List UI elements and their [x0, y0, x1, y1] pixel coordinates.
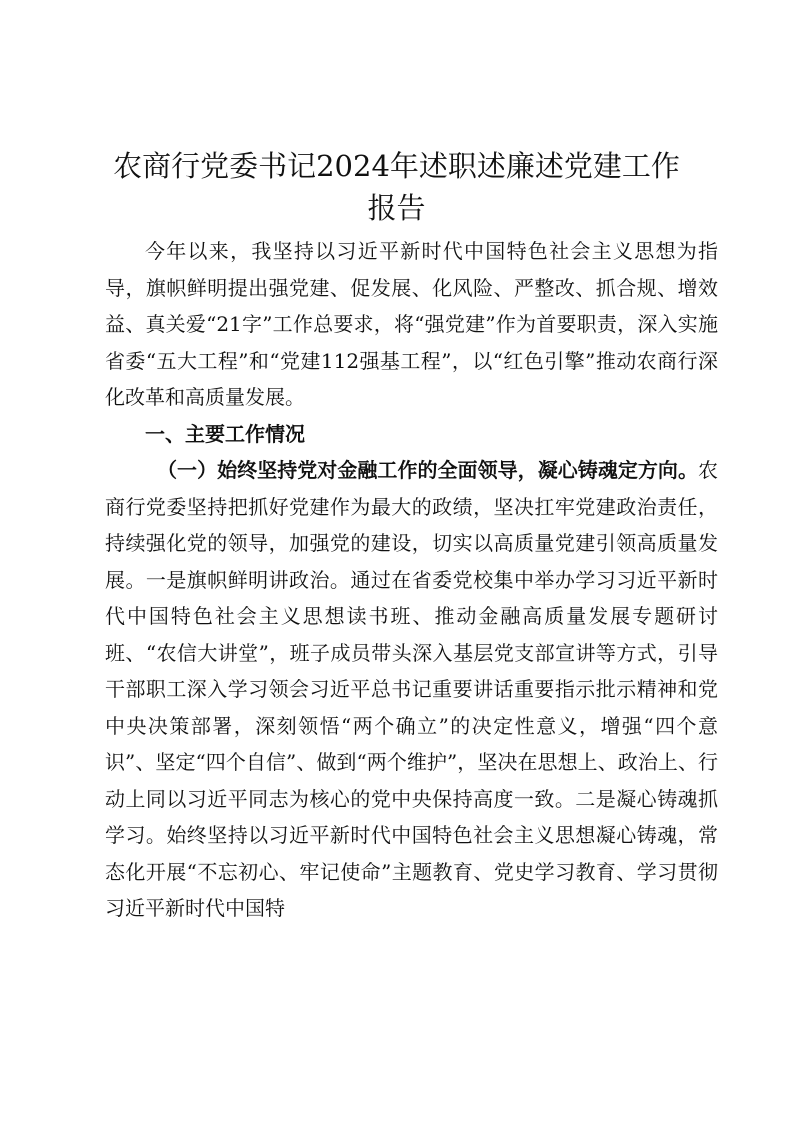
title-line-2: 报告: [367, 191, 426, 225]
intro-paragraph: 今年以来，我坚持以习近平新时代中国特色社会主义思想为指导，旗帜鲜明提出强党建、促发展、化风险、严整改、抓合规、增效益、真关爱“21字”工作总要求，将“强党建”作为首要职责，深入实施省委“五大工程”和“党建112强基工程”，以“红色引擎”推动农商行深化改革和高质量发展。: [105, 239, 718, 409]
subsection-body: 农商行党委坚持把抓好党建作为最大的政绩，坚决扛牢党建政治责任，持续强化党的领导，加强党的建设，切实以高质量党建引领高质量发展。一是旗帜鲜明讲政治。通过在省委党校集中举办学习习近平新时代中国特色社会主义思想读书班、推动金融高质量发展专题研讨班、“农信大讲堂”，班子成员带头深入基层党支部宣讲等方式，引导干部职工深入学习领会习近平总书记重要讲话重要指示批示精神和党中央决策部署，深刻领悟“两个确立”的决定性意义，增强“四个意识”、坚定“四个自信”、做到“两个维护”，坚决在思想上、政治上、行动上同以习近平同志为核心的党中央保持高度一致。二是凝心铸魂抓学习。始终坚持以习近平新时代中国特色社会主义思想凝心铸魂，常态化开展“不忘初心、牢记使命”主题教育、党史学习教育、学习贯彻习近平新时代中国特: [105, 458, 718, 920]
document-title: [60, 145, 733, 229]
subsection-paragraph: [105, 452, 718, 927]
section-heading: 一、主要工作情况: [145, 421, 305, 446]
document-body: [105, 233, 718, 927]
subsection-heading: （一）始终坚持党对金融工作的全面领导，凝心铸魂定方向。: [157, 458, 698, 482]
title-line-1: 农商行党委书记2024年述职述廉述党建工作: [113, 149, 680, 183]
